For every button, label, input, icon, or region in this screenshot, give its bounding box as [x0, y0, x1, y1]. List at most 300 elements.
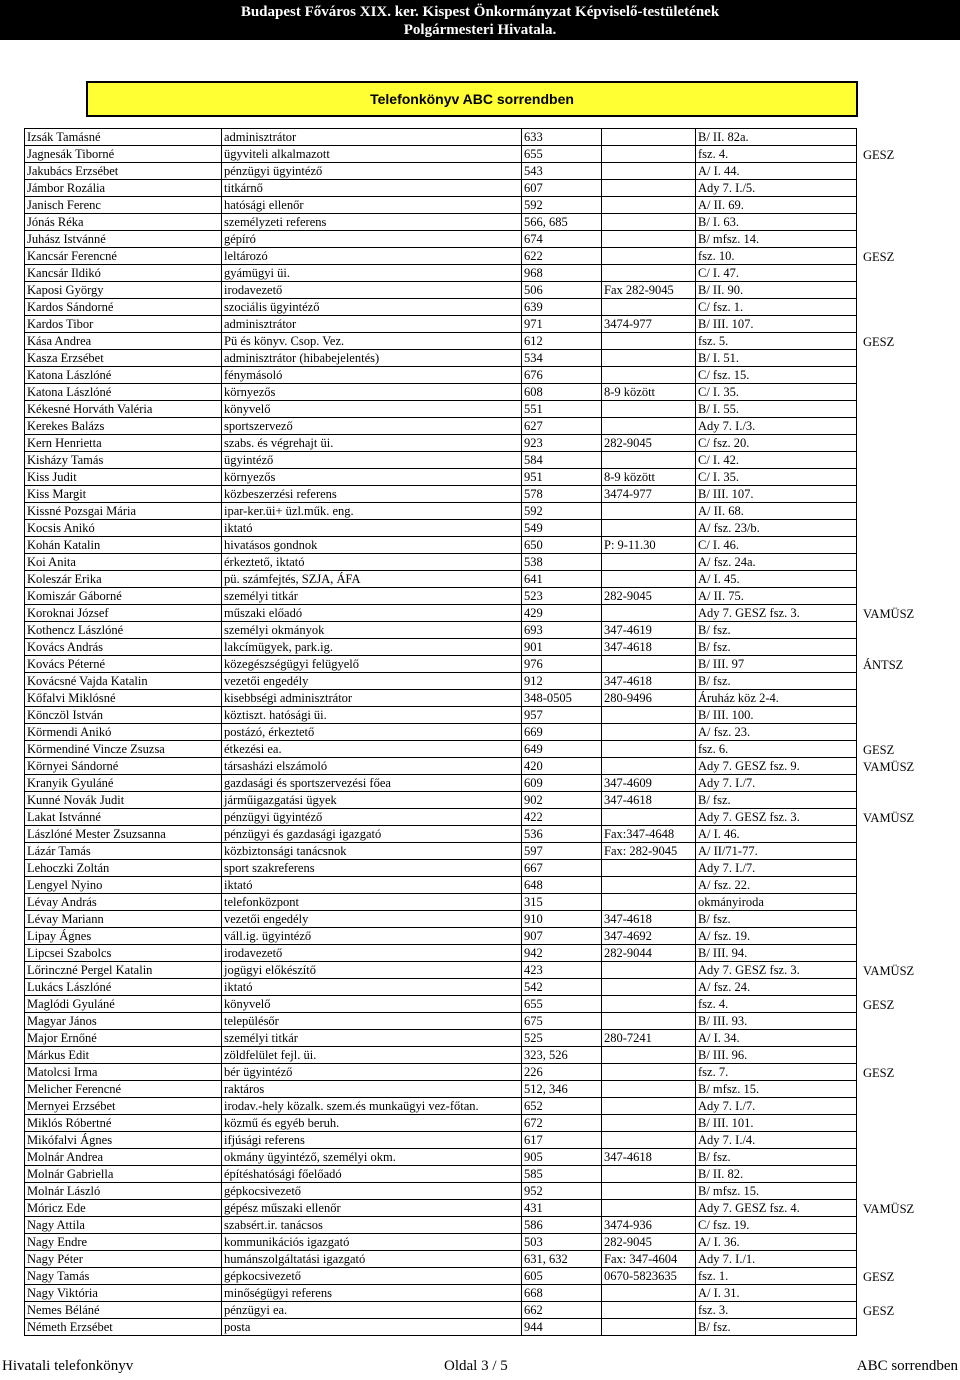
extension-cell: 592	[522, 197, 602, 214]
table-row	[25, 1251, 960, 1268]
phone-cell	[602, 418, 696, 435]
table-row	[25, 996, 960, 1013]
position-cell: szabsért.ir. tanácsos	[222, 1217, 522, 1234]
org-unit-cell	[857, 809, 960, 826]
position-cell: zöldfelület fejl. üi.	[222, 1047, 522, 1064]
name-cell: Kern Henrietta	[25, 435, 222, 452]
org-unit-cell	[857, 894, 960, 911]
org-unit-cell	[857, 775, 960, 792]
position-cell: pénzügyi ügyintéző	[222, 163, 522, 180]
room-cell: B/ III. 96.	[696, 1047, 857, 1064]
table-row	[25, 673, 960, 690]
room-cell: Ady 7. GESZ fsz. 9.	[696, 758, 857, 775]
phone-cell: 3474-936	[602, 1217, 696, 1234]
org-unit-cell	[857, 214, 960, 231]
position-cell: iktató	[222, 877, 522, 894]
name-cell: Lőrinczné Pergel Katalin	[25, 962, 222, 979]
org-unit-cell	[857, 1268, 960, 1285]
phone-cell	[602, 554, 696, 571]
room-cell: A/ I. 45.	[696, 571, 857, 588]
org-unit-cell	[857, 673, 960, 690]
org-unit-cell	[857, 299, 960, 316]
org-unit-label: GESZ	[863, 1065, 895, 1080]
org-unit-cell	[857, 452, 960, 469]
org-unit-cell	[857, 843, 960, 860]
phone-cell	[602, 163, 696, 180]
extension-cell: 633	[522, 129, 602, 146]
extension-cell: 542	[522, 979, 602, 996]
phone-cell: 8-9 között	[602, 469, 696, 486]
org-unit-cell	[857, 418, 960, 435]
table-row	[25, 146, 960, 163]
room-cell: Ady 7. I./7.	[696, 775, 857, 792]
room-cell: B/ I. 63.	[696, 214, 857, 231]
phone-cell	[602, 877, 696, 894]
table-row	[25, 231, 960, 248]
phone-cell	[602, 350, 696, 367]
position-cell: iktató	[222, 520, 522, 537]
position-cell: köztiszt. hatósági üi.	[222, 707, 522, 724]
extension-cell: 578	[522, 486, 602, 503]
extension-cell: 525	[522, 1030, 602, 1047]
page-header	[0, 0, 960, 40]
table-row	[25, 911, 960, 928]
position-cell: sport szakreferens	[222, 860, 522, 877]
org-unit-cell	[857, 1319, 960, 1336]
phone-cell	[602, 894, 696, 911]
phone-cell	[602, 656, 696, 673]
position-cell: irodavezető	[222, 945, 522, 962]
extension-cell: 566, 685	[522, 214, 602, 231]
extension-cell: 420	[522, 758, 602, 775]
document-title: Telefonkönyv ABC sorrendben	[86, 81, 858, 117]
extension-cell: 609	[522, 775, 602, 792]
extension-cell: 627	[522, 418, 602, 435]
table-row	[25, 843, 960, 860]
org-unit-label: GESZ	[863, 1303, 895, 1318]
position-cell: lakcímügyek, park.ig.	[222, 639, 522, 656]
org-unit-cell	[857, 486, 960, 503]
room-cell: B/ II. 90.	[696, 282, 857, 299]
phone-cell: 280-9496	[602, 690, 696, 707]
room-cell: B/ mfsz. 15.	[696, 1183, 857, 1200]
org-unit-cell	[857, 469, 960, 486]
name-cell: Molnár László	[25, 1183, 222, 1200]
room-cell: A/ fsz. 19.	[696, 928, 857, 945]
phone-cell	[602, 503, 696, 520]
extension-cell: 641	[522, 571, 602, 588]
name-cell: Lakat Istvánné	[25, 809, 222, 826]
phone-cell: 347-4609	[602, 775, 696, 792]
name-cell: Lipay Ágnes	[25, 928, 222, 945]
room-cell: B/ III. 94.	[696, 945, 857, 962]
extension-cell: 662	[522, 1302, 602, 1319]
table-row	[25, 265, 960, 282]
table-row	[25, 1132, 960, 1149]
room-cell: B/ fsz.	[696, 639, 857, 656]
org-unit-cell	[857, 911, 960, 928]
table-row	[25, 1013, 960, 1030]
position-cell: környezős	[222, 384, 522, 401]
room-cell: C/ fsz. 15.	[696, 367, 857, 384]
org-unit-cell	[857, 350, 960, 367]
phone-cell	[602, 452, 696, 469]
extension-cell: 910	[522, 911, 602, 928]
phone-cell	[602, 1319, 696, 1336]
org-unit-cell	[857, 758, 960, 775]
extension-cell: 952	[522, 1183, 602, 1200]
name-cell: Lévay András	[25, 894, 222, 911]
position-cell: szabs. és végrehajt üi.	[222, 435, 522, 452]
name-cell: Jagnesák Tiborné	[25, 146, 222, 163]
phone-cell	[602, 809, 696, 826]
position-cell: közmű és egyéb beruh.	[222, 1115, 522, 1132]
name-cell: Kőfalvi Miklósné	[25, 690, 222, 707]
position-cell: ipar-ker.üi+ üzl.műk. eng.	[222, 503, 522, 520]
extension-cell: 585	[522, 1166, 602, 1183]
position-cell: hatósági ellenőr	[222, 197, 522, 214]
position-cell: jogügyi előkészítő	[222, 962, 522, 979]
extension-cell: 655	[522, 146, 602, 163]
name-cell: Maglódi Gyuláné	[25, 996, 222, 1013]
org-unit-label: GESZ	[863, 334, 895, 349]
phone-cell	[602, 1098, 696, 1115]
phone-cell: 347-4618	[602, 1149, 696, 1166]
name-cell: Kékesné Horváth Valéria	[25, 401, 222, 418]
phone-cell: 282-9045	[602, 1234, 696, 1251]
phone-cell	[602, 129, 696, 146]
room-cell: Ady 7. I./5.	[696, 180, 857, 197]
phone-cell: 282-9044	[602, 945, 696, 962]
table-row	[25, 435, 960, 452]
org-unit-cell	[857, 656, 960, 673]
table-row	[25, 571, 960, 588]
position-cell: iktató	[222, 979, 522, 996]
room-cell: A/ II. 75.	[696, 588, 857, 605]
position-cell: gyámügyi üi.	[222, 265, 522, 282]
org-unit-cell	[857, 1251, 960, 1268]
name-cell: Körmendiné Vincze Zsuzsa	[25, 741, 222, 758]
phone-cell	[602, 1047, 696, 1064]
name-cell: Kovács András	[25, 639, 222, 656]
position-cell: kisebbségi adminisztrátor	[222, 690, 522, 707]
name-cell: Kardos Sándorné	[25, 299, 222, 316]
extension-cell: 617	[522, 1132, 602, 1149]
table-row	[25, 860, 960, 877]
org-unit-cell	[857, 333, 960, 350]
footer-page-number: Oldal 3 / 5	[444, 1358, 508, 1374]
extension-cell: 652	[522, 1098, 602, 1115]
extension-cell: 650	[522, 537, 602, 554]
phone-cell	[602, 214, 696, 231]
extension-cell: 674	[522, 231, 602, 248]
org-unit-label: VAMÜSZ	[863, 963, 915, 978]
extension-cell: 512, 346	[522, 1081, 602, 1098]
extension-cell: 503	[522, 1234, 602, 1251]
phone-cell	[602, 996, 696, 1013]
header-line-1: Budapest Főváros XIX. ker. Kispest Önkormányzat Képviselő-testületének	[240, 4, 720, 20]
extension-cell: 923	[522, 435, 602, 452]
table-row	[25, 452, 960, 469]
room-cell: fsz. 3.	[696, 1302, 857, 1319]
extension-cell: 648	[522, 877, 602, 894]
room-cell: C/ fsz. 19.	[696, 1217, 857, 1234]
position-cell: településőr	[222, 1013, 522, 1030]
name-cell: Juhász Istvánné	[25, 231, 222, 248]
table-row	[25, 333, 960, 350]
extension-cell: 423	[522, 962, 602, 979]
name-cell: Márkus Edit	[25, 1047, 222, 1064]
table-row	[25, 1064, 960, 1081]
position-cell: ügyintéző	[222, 452, 522, 469]
phone-cell: 347-4619	[602, 622, 696, 639]
extension-cell: 536	[522, 826, 602, 843]
org-unit-cell	[857, 1064, 960, 1081]
phone-cell	[602, 979, 696, 996]
org-unit-cell	[857, 979, 960, 996]
org-unit-label: GESZ	[863, 1269, 895, 1284]
org-unit-cell	[857, 316, 960, 333]
extension-cell: 586	[522, 1217, 602, 1234]
name-cell: Kerekes Balázs	[25, 418, 222, 435]
extension-cell: 639	[522, 299, 602, 316]
table-row	[25, 180, 960, 197]
name-cell: Kaposi György	[25, 282, 222, 299]
position-cell: közbiztonsági tanácsnok	[222, 843, 522, 860]
table-row	[25, 741, 960, 758]
table-row	[25, 605, 960, 622]
position-cell: étkezési ea.	[222, 741, 522, 758]
name-cell: Kothencz Lászlóné	[25, 622, 222, 639]
org-unit-cell	[857, 180, 960, 197]
name-cell: Koleszár Erika	[25, 571, 222, 588]
position-cell: gazdasági és sportszervezési főea	[222, 775, 522, 792]
phone-cell	[602, 197, 696, 214]
name-cell: Jámbor Rozália	[25, 180, 222, 197]
org-unit-cell	[857, 724, 960, 741]
name-cell: Katona Lászlóné	[25, 384, 222, 401]
position-cell: személyi okmányok	[222, 622, 522, 639]
org-unit-label: VAMÜSZ	[863, 759, 915, 774]
phone-cell	[602, 1081, 696, 1098]
name-cell: Nemes Béláné	[25, 1302, 222, 1319]
name-cell: Lászlóné Mester Zsuzsanna	[25, 826, 222, 843]
position-cell: adminisztrátor	[222, 129, 522, 146]
phone-cell: 282-9045	[602, 435, 696, 452]
table-row	[25, 622, 960, 639]
room-cell: B/ fsz.	[696, 1149, 857, 1166]
room-cell: Ady 7. GESZ fsz. 3.	[696, 605, 857, 622]
extension-cell: 669	[522, 724, 602, 741]
name-cell: Lázár Tamás	[25, 843, 222, 860]
name-cell: Koi Anita	[25, 554, 222, 571]
name-cell: Kiss Judit	[25, 469, 222, 486]
name-cell: Móricz Ede	[25, 1200, 222, 1217]
room-cell: C/ I. 42.	[696, 452, 857, 469]
org-unit-label: GESZ	[863, 742, 895, 757]
org-unit-cell	[857, 1183, 960, 1200]
phone-cell	[602, 1013, 696, 1030]
name-cell: Kohán Katalin	[25, 537, 222, 554]
room-cell: B/ III. 97	[696, 656, 857, 673]
phone-cell	[602, 962, 696, 979]
position-cell: raktáros	[222, 1081, 522, 1098]
position-cell: személyi titkár	[222, 588, 522, 605]
phone-cell	[602, 265, 696, 282]
phone-cell	[602, 724, 696, 741]
phone-cell: 347-4692	[602, 928, 696, 945]
table-row	[25, 418, 960, 435]
org-unit-cell	[857, 282, 960, 299]
room-cell: A/ I. 34.	[696, 1030, 857, 1047]
room-cell: fsz. 6.	[696, 741, 857, 758]
extension-cell: 971	[522, 316, 602, 333]
org-unit-cell	[857, 962, 960, 979]
name-cell: Nagy Tamás	[25, 1268, 222, 1285]
extension-cell: 902	[522, 792, 602, 809]
extension-cell: 607	[522, 180, 602, 197]
room-cell: Áruház köz 2-4.	[696, 690, 857, 707]
table-row	[25, 1285, 960, 1302]
org-unit-cell	[857, 826, 960, 843]
position-cell: adminisztrátor (hibabejelentés)	[222, 350, 522, 367]
table-row	[25, 1166, 960, 1183]
name-cell: Kissné Pozsgai Mária	[25, 503, 222, 520]
name-cell: Kisházy Tamás	[25, 452, 222, 469]
extension-cell: 592	[522, 503, 602, 520]
org-unit-cell	[857, 1030, 960, 1047]
position-cell: posta	[222, 1319, 522, 1336]
name-cell: Katona Lászlóné	[25, 367, 222, 384]
table-row	[25, 1319, 960, 1336]
extension-cell: 655	[522, 996, 602, 1013]
room-cell: A/ II/71-77.	[696, 843, 857, 860]
table-row	[25, 945, 960, 962]
room-cell: B/ I. 55.	[696, 401, 857, 418]
extension-cell: 957	[522, 707, 602, 724]
table-row	[25, 350, 960, 367]
extension-cell: 549	[522, 520, 602, 537]
extension-cell: 672	[522, 1115, 602, 1132]
extension-cell: 323, 526	[522, 1047, 602, 1064]
name-cell: Major Ernőné	[25, 1030, 222, 1047]
room-cell: B/ III. 101.	[696, 1115, 857, 1132]
position-cell: telefonközpont	[222, 894, 522, 911]
table-row	[25, 809, 960, 826]
position-cell: közegészségügyi felügyelő	[222, 656, 522, 673]
table-row	[25, 486, 960, 503]
phone-cell: 3474-977	[602, 486, 696, 503]
position-cell: környezős	[222, 469, 522, 486]
name-cell: Kása Andrea	[25, 333, 222, 350]
phone-cell: Fax 282-9045	[602, 282, 696, 299]
room-cell: A/ fsz. 23/b.	[696, 520, 857, 537]
room-cell: A/ I. 31.	[696, 1285, 857, 1302]
name-cell: Kovácsné Vajda Katalin	[25, 673, 222, 690]
org-unit-cell	[857, 588, 960, 605]
org-unit-cell	[857, 707, 960, 724]
room-cell: B/ fsz.	[696, 792, 857, 809]
phone-cell	[602, 707, 696, 724]
room-cell: Ady 7. I./7.	[696, 1098, 857, 1115]
org-unit-cell	[857, 1234, 960, 1251]
name-cell: Kunné Novák Judit	[25, 792, 222, 809]
phonebook-table	[24, 128, 960, 1336]
extension-cell: 951	[522, 469, 602, 486]
org-unit-label: VAMÜSZ	[863, 606, 915, 621]
position-cell: könyvelő	[222, 401, 522, 418]
room-cell: C/ fsz. 1.	[696, 299, 857, 316]
extension-cell: 551	[522, 401, 602, 418]
org-unit-label: GESZ	[863, 997, 895, 1012]
table-row	[25, 282, 960, 299]
room-cell: A/ fsz. 22.	[696, 877, 857, 894]
phone-cell: Fax: 347-4604	[602, 1251, 696, 1268]
position-cell: minőségügyi referens	[222, 1285, 522, 1302]
room-cell: C/ I. 35.	[696, 384, 857, 401]
phone-cell: 280-7241	[602, 1030, 696, 1047]
position-cell: fénymásoló	[222, 367, 522, 384]
phone-cell	[602, 520, 696, 537]
position-cell: ifjúsági referens	[222, 1132, 522, 1149]
phone-cell	[602, 146, 696, 163]
org-unit-cell	[857, 1132, 960, 1149]
header-line-2: Polgármesteri Hivatala.	[403, 22, 557, 38]
room-cell: B/ III. 100.	[696, 707, 857, 724]
org-unit-cell	[857, 520, 960, 537]
phone-cell	[602, 231, 696, 248]
name-cell: Lévay Mariann	[25, 911, 222, 928]
room-cell: fsz. 4.	[696, 996, 857, 1013]
table-row	[25, 928, 960, 945]
name-cell: Molnár Andrea	[25, 1149, 222, 1166]
org-unit-cell	[857, 1115, 960, 1132]
org-unit-cell	[857, 928, 960, 945]
org-unit-label: ÁNTSZ	[863, 657, 904, 672]
table-row	[25, 877, 960, 894]
name-cell: Lengyel Nyino	[25, 877, 222, 894]
page-footer	[0, 1358, 960, 1378]
extension-cell: 543	[522, 163, 602, 180]
position-cell: szociális ügyintéző	[222, 299, 522, 316]
name-cell: Molnár Gabriella	[25, 1166, 222, 1183]
name-cell: Janisch Ferenc	[25, 197, 222, 214]
room-cell: Ady 7. I./7.	[696, 860, 857, 877]
name-cell: Kancsár Ferencné	[25, 248, 222, 265]
position-cell: pénzügyi ea.	[222, 1302, 522, 1319]
org-unit-cell	[857, 129, 960, 146]
phone-cell: P: 9-11.30	[602, 537, 696, 554]
extension-cell: 506	[522, 282, 602, 299]
phone-cell	[602, 605, 696, 622]
name-cell: Kardos Tibor	[25, 316, 222, 333]
org-unit-cell	[857, 163, 960, 180]
extension-cell: 976	[522, 656, 602, 673]
footer-right: ABC sorrendben	[856, 1358, 958, 1374]
org-unit-cell	[857, 554, 960, 571]
org-unit-cell	[857, 792, 960, 809]
org-unit-cell	[857, 265, 960, 282]
position-cell: vezetői engedély	[222, 911, 522, 928]
phone-cell	[602, 1115, 696, 1132]
room-cell: B/ III. 93.	[696, 1013, 857, 1030]
org-unit-cell	[857, 367, 960, 384]
org-unit-cell	[857, 503, 960, 520]
position-cell: leltározó	[222, 248, 522, 265]
name-cell: Kiss Margit	[25, 486, 222, 503]
extension-cell: 667	[522, 860, 602, 877]
position-cell: érkeztető, iktató	[222, 554, 522, 571]
